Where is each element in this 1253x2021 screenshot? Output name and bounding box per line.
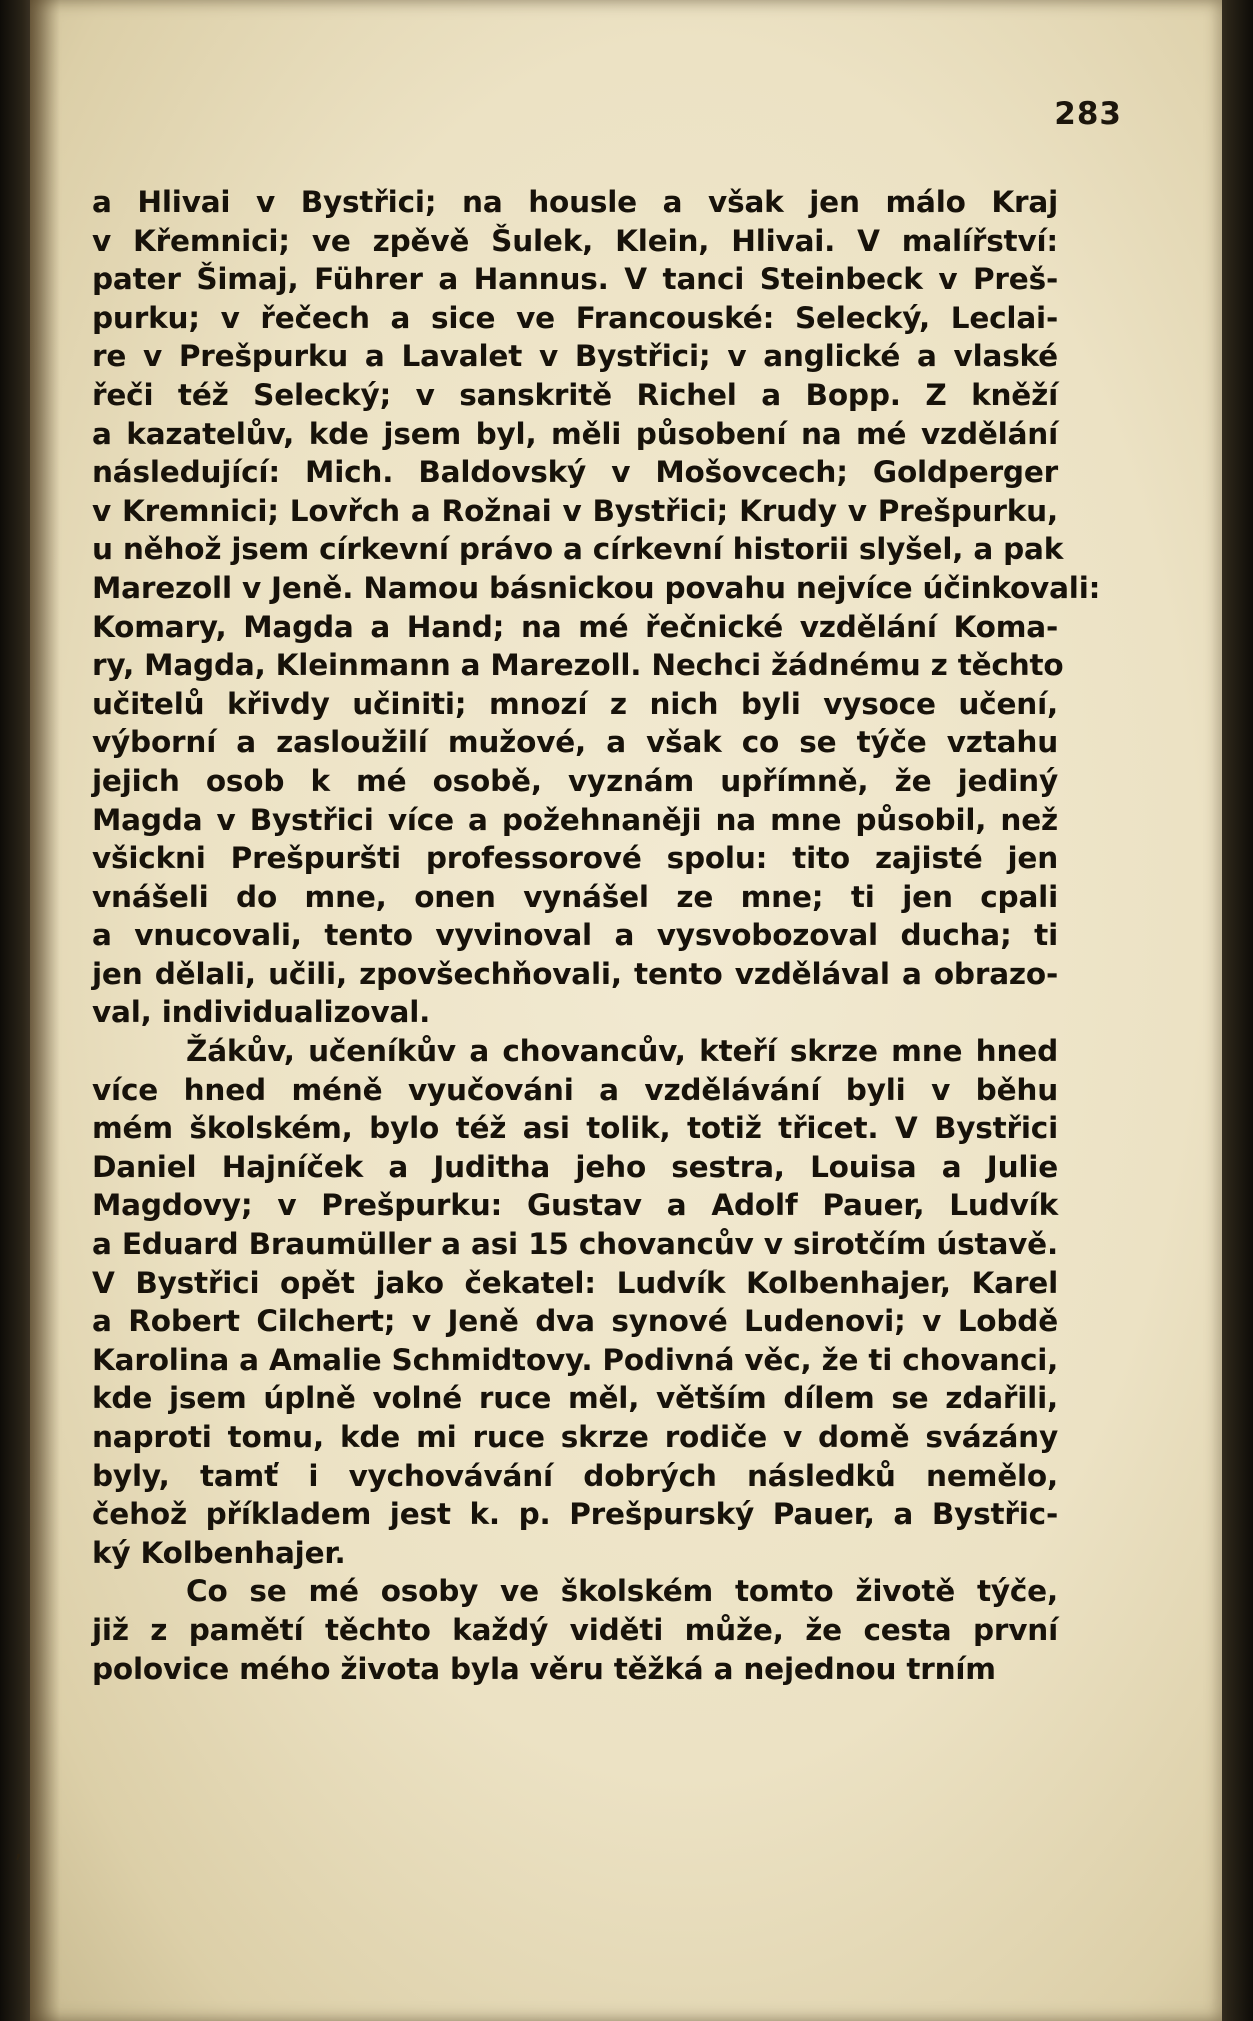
text-line: Daniel Hajníček a Juditha jeho sestra, Louisa a Julie bbox=[92, 1149, 1058, 1184]
text-line: naproti tomu, kde mi ruce skrze rodiče v domě svázány bbox=[92, 1420, 1058, 1454]
page-gutter-shadow bbox=[30, 0, 60, 2021]
text-line: re v Prešpurku a Lavalet v Bystřici; v anglické a vlaské bbox=[92, 339, 1058, 374]
text-line: a Eduard Braumüller a asi 15 chovancův v sirotčím ústavě. bbox=[92, 1227, 1058, 1262]
text-line: v Kremnici; Lovřch a Rožnai v Bystřici; Krudy v Prešpurku, bbox=[92, 493, 1058, 528]
text-line: všickni Prešpuršti professorové spolu: tito zajisté jen bbox=[92, 841, 1058, 876]
text-line: polovice mého života byla věru těžká a nejednou trním bbox=[92, 1651, 996, 1686]
text-line: Karolina a Amalie Schmidtovy. Podivná věc, že ti chovanci, bbox=[92, 1342, 1059, 1377]
text-line: následující: Mich. Baldovský v Mošovcech; Goldperger bbox=[92, 455, 1058, 490]
text-line: byly, tamť i vychovávání dobrých následků nemělo, bbox=[92, 1458, 1058, 1493]
text-line: Žákův, učeníkův a chovancův, kteří skrze mne hned bbox=[186, 1034, 1058, 1069]
text-line: Co se mé osoby ve školském tomto životě týče, bbox=[186, 1574, 1058, 1609]
margin-mark: ’ bbox=[14, 1850, 23, 1880]
text-line: více hned méně vyučováni a vzdělávání byli v běhu bbox=[92, 1072, 1058, 1107]
text-line: čehož příkladem jest k. p. Prešpurský Pauer, a Bystřic- bbox=[92, 1497, 1058, 1532]
text-line: vnášeli do mne, onen vynášel ze mne; ti jen cpali bbox=[92, 879, 1058, 914]
text-line: mém školském, bylo též asi tolik, totiž třicet. V Bystřici bbox=[92, 1111, 1058, 1146]
text-line: purku; v řečech a sice ve Francouské: Selecký, Leclai- bbox=[92, 300, 1058, 335]
text-line: pater Šimaj, Führer a Hannus. V tanci Steinbeck v Preš- bbox=[92, 262, 1058, 297]
scan-border-right bbox=[1217, 0, 1253, 2021]
text-line: a kazatelův, kde jsem byl, měli působení na mé vzdělání bbox=[92, 416, 1058, 451]
page-number: 283 bbox=[1054, 96, 1122, 132]
text-line: výborní a zasloužilí mužové, a však co se týče vztahu bbox=[92, 725, 1058, 760]
text-line: v Křemnici; ve zpěvě Šulek, Klein, Hlivai. V malířství: bbox=[92, 223, 1058, 258]
text-line: Komary, Magda a Hand; na mé řečnické vzdělání Koma- bbox=[92, 609, 1058, 644]
text-line: a Hlivai v Bystřici; na housle a však jen málo Kraj bbox=[92, 185, 1058, 219]
text-line: Marezoll v Jeně. Namou básnickou povahu nejvíce účinkovali: bbox=[92, 570, 1101, 605]
paragraph bbox=[92, 183, 1101, 1032]
body-text bbox=[92, 183, 1101, 1688]
text-line: Magda v Bystřici více a požehnaněji na mne působil, než bbox=[92, 802, 1058, 837]
paragraph bbox=[92, 1032, 1058, 1572]
text-line: ry, Magda, Kleinmann a Marezoll. Nechci žádnému z těchto bbox=[92, 648, 1064, 683]
text-line: u něhož jsem církevní právo a církevní historii slyšel, a pak bbox=[92, 532, 1064, 567]
paragraph bbox=[92, 1572, 1058, 1688]
text-line: řeči též Selecký; v sanskritě Richel a Bopp. Z kněží bbox=[92, 377, 1058, 412]
text-line: učitelů křivdy učiniti; mnozí z nich byli vysoce učení, bbox=[92, 686, 1058, 721]
text-line: a vnucovali, tento vyvinoval a vysvobozoval ducha; ti bbox=[92, 918, 1058, 953]
text-line: jen dělali, učili, zpovšechňovali, tento vzdělával a obrazo- bbox=[92, 956, 1058, 991]
text-line: kde jsem úplně volné ruce měl, větším dílem se zdařili, bbox=[92, 1381, 1058, 1416]
text-line: Magdovy; v Prešpurku: Gustav a Adolf Pauer, Ludvík bbox=[92, 1188, 1058, 1223]
text-line: jejich osob k mé osobě, vyznám upřímně, že jediný bbox=[92, 763, 1058, 798]
text-line: a Robert Cilchert; v Jeně dva synové Ludenovi; v Lobdě bbox=[92, 1304, 1058, 1339]
text-line: V Bystřici opět jako čekatel: Ludvík Kolbenhajer, Karel bbox=[92, 1265, 1058, 1300]
text-line: ký Kolbenhajer. bbox=[92, 1535, 346, 1570]
text-line: již z pamětí těchto každý viděti může, že cesta první bbox=[92, 1612, 1058, 1647]
text-line: val, individualizoval. bbox=[92, 995, 431, 1030]
